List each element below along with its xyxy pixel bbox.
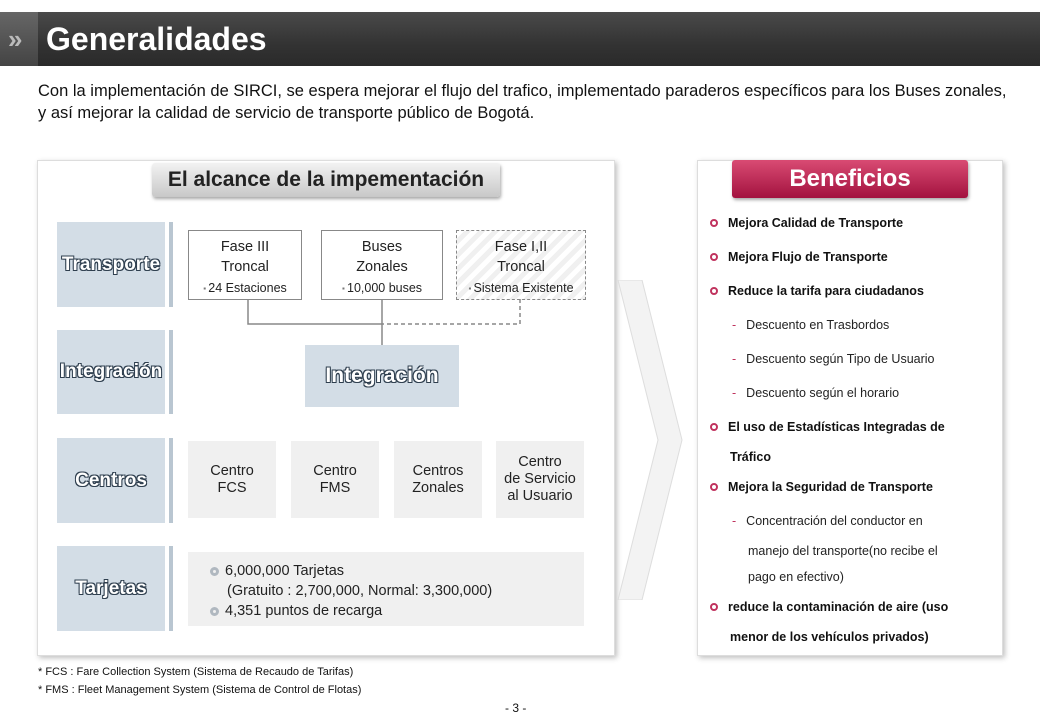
tarjetas-line2: (Gratuito : 2,700,000, Normal: 3,300,000)	[227, 583, 493, 599]
centro-fms	[291, 441, 379, 518]
box-line2: Zonales	[356, 259, 408, 275]
box-line2: Troncal	[497, 259, 545, 275]
benefit-item	[710, 410, 995, 444]
box-line1: Fase I,II	[494, 239, 548, 255]
ring-bullet-icon	[710, 603, 718, 611]
benefit-subitem	[710, 342, 995, 376]
benefit-text: Tráfico	[730, 450, 771, 464]
benefit-text: Reduce la tarifa para ciudadanos	[728, 284, 924, 298]
box-detail: ▪ Sistema Existente	[457, 279, 585, 298]
benefit-text: pago en efectivo)	[748, 570, 844, 584]
benefit-text: Descuento según Tipo de Usuario	[746, 352, 935, 366]
box-detail: ▪ 10,000 buses	[322, 279, 442, 298]
benefit-text: Descuento según el horario	[746, 386, 900, 400]
centro-line1: Centro	[518, 454, 562, 470]
box-line1: Fase III	[220, 239, 270, 255]
centro-line1: Centro	[313, 462, 357, 479]
benefit-item-continuation	[710, 624, 995, 650]
benefit-subitem-continuation	[710, 538, 995, 564]
centro-line2: de Servicio	[504, 471, 576, 487]
ring-bullet-icon	[210, 607, 219, 616]
dash-bullet-icon: -	[732, 318, 737, 332]
dash-bullet-icon: -	[732, 514, 737, 528]
chevron-icon: »	[8, 24, 23, 54]
ring-bullet-icon	[710, 483, 718, 491]
tarjetas-box	[188, 552, 584, 626]
centro-line1: Centro	[210, 462, 254, 479]
tarjetas-line3: 4,351 puntos de recarga	[225, 603, 383, 619]
benefit-text: menor de los vehículos privados)	[730, 630, 929, 644]
centro-fcs	[188, 441, 276, 518]
benefit-item-continuation	[710, 444, 995, 470]
centro-line1: Centros	[412, 462, 464, 479]
beneficios-title: Beneficios	[732, 160, 968, 198]
row-label-transporte: Transporte	[57, 222, 169, 307]
ring-bullet-icon	[710, 423, 718, 431]
benefit-text: Mejora la Seguridad de Transporte	[728, 480, 933, 494]
tarjetas-line1-wrap	[210, 561, 344, 581]
row-label-integracion: Integración	[57, 330, 169, 414]
integracion-box: Integración	[305, 345, 459, 407]
footnote-fms: * FMS : Fleet Management System (Sistema de Control de Flotas)	[38, 684, 362, 696]
benefit-subitem-continuation	[710, 564, 995, 590]
tarjetas-line3-wrap	[210, 601, 382, 621]
benefit-subitem	[710, 308, 995, 342]
centro-line2: Zonales	[412, 479, 464, 496]
ring-bullet-icon	[710, 287, 718, 295]
dash-bullet-icon: -	[732, 352, 737, 366]
benefit-subitem	[710, 376, 995, 410]
intro-text: Con la implementación de SIRCI, se espera mejorar el flujo del trafico, implementado paraderos específicos para los Buses zonales, y así mejorar la calidad de servicio de transporte público de Bogotá.	[38, 82, 1007, 122]
centro-zonales	[394, 441, 482, 518]
row-label-centros: Centros	[57, 438, 169, 523]
alcance-title: El alcance de la impementación	[152, 163, 500, 197]
benefit-text: Concentración del conductor en	[746, 514, 923, 528]
benefit-text: manejo del transporte(no recibe el	[748, 544, 938, 558]
footnote-fcs: * FCS : Fare Collection System (Sistema de Recaudo de Tarifas)	[38, 666, 354, 678]
box-line2: Troncal	[221, 259, 269, 275]
centro-servicio-usuario	[496, 441, 584, 518]
beneficios-list	[710, 206, 995, 650]
ring-bullet-icon	[210, 567, 219, 576]
page-title: Generalidades	[46, 21, 267, 57]
box-line1: Buses	[361, 239, 403, 255]
tarjetas-line1: 6,000,000 Tarjetas	[225, 563, 345, 579]
benefit-text: El uso de Estadísticas Integradas de	[728, 420, 945, 434]
benefit-text: reduce la contaminación de aire (uso	[728, 600, 949, 614]
arrow-right-icon	[612, 280, 690, 600]
benefit-text: Descuento en Trasbordos	[746, 318, 890, 332]
benefit-subitem	[710, 504, 995, 538]
box-detail: ▪ 24 Estaciones	[189, 279, 301, 298]
benefit-text: Mejora Flujo de Transporte	[728, 250, 888, 264]
benefit-item	[710, 206, 995, 240]
ring-bullet-icon	[710, 219, 718, 227]
benefit-item	[710, 470, 995, 504]
row-label-tarjetas: Tarjetas	[57, 546, 169, 631]
page-number: - 3 -	[505, 701, 527, 715]
centro-line3: al Usuario	[507, 488, 573, 504]
benefit-item	[710, 240, 995, 274]
ring-bullet-icon	[710, 253, 718, 261]
benefit-item	[710, 274, 995, 308]
centro-line2: FCS	[217, 479, 247, 496]
benefit-text: Mejora Calidad de Transporte	[728, 216, 904, 230]
dash-bullet-icon: -	[732, 386, 737, 400]
benefit-item	[710, 590, 995, 624]
centro-line2: FMS	[319, 479, 351, 496]
